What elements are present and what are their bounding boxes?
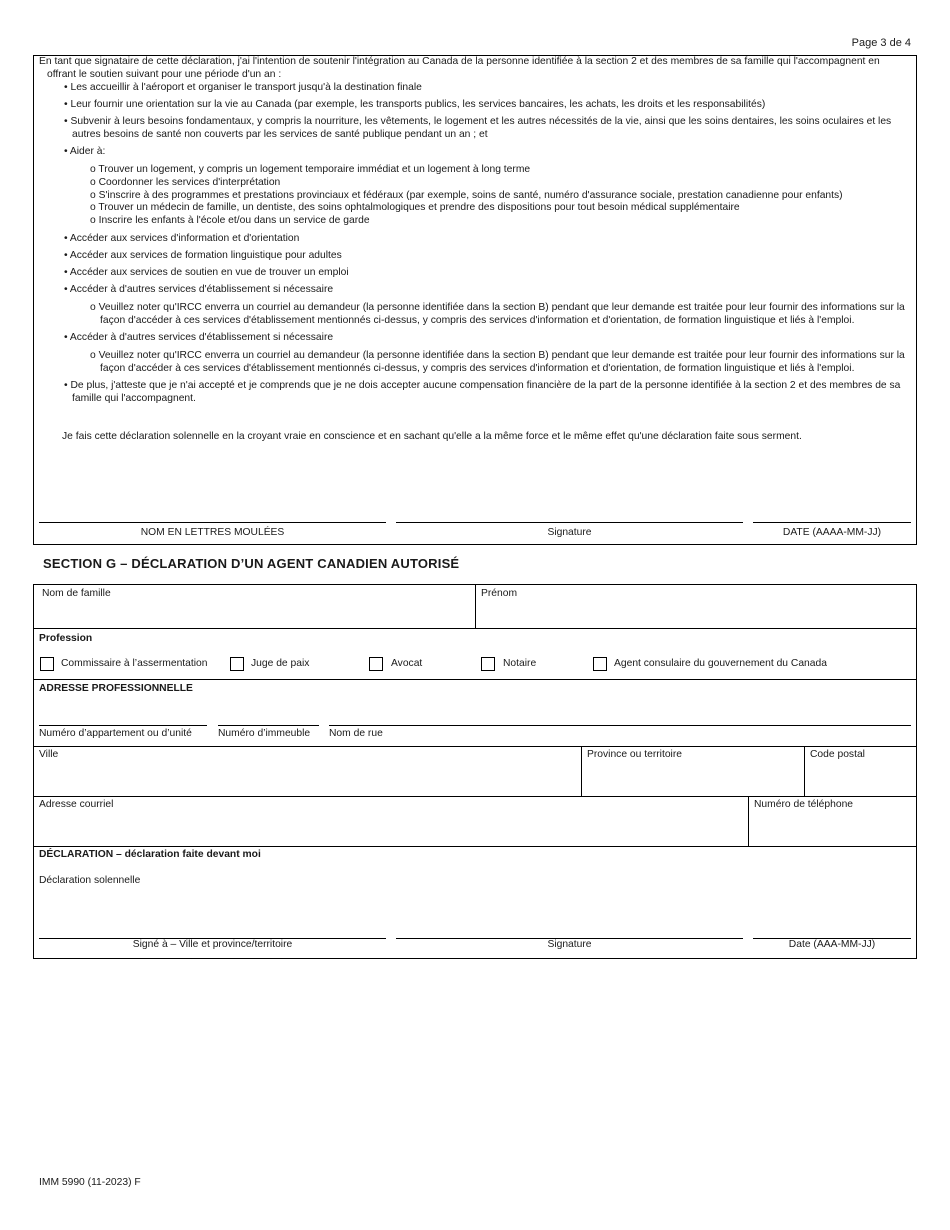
list-item: • Accéder à d'autres services d'établissement si nécessaire o Veuillez noter qu'IRCC enverra un courriel au demandeur (la personne identifiée dans la section B) pendant que leur demande est traitée pour leur fournir des informations sur la façon d'accéder à ces services d'établissement mentionnés ci-dessus, y compris des services d'information et d'orientation, de formation linguistique et liés à l'emploi. (64, 332, 910, 375)
lawyer-checkbox[interactable] (369, 657, 383, 671)
street-name-label: Nom de rue (329, 728, 383, 739)
given-name-label: Prénom (481, 588, 518, 599)
justice-of-peace-checkbox[interactable] (230, 657, 244, 671)
list-item: • Les accueillir à l'aéroport et organiser le transport jusqu'à la destination finale (64, 81, 422, 93)
list-item: • Accéder à d'autres services d'établissement si nécessaire o Veuillez noter qu'IRCC enverra un courriel au demandeur (la personne identifiée dans la section B) pendant que leur demande est traitée pour leur fournir des informations sur la façon d'accéder à ces services d'établissement mentionnés ci-dessus, y compris des services d'information et d'orientation, de formation linguistique et liés à l'emploi. (64, 284, 910, 327)
sub-list-item: o Veuillez noter qu'IRCC enverra un courriel au demandeur (la personne identifiée dans la section B) pendant que leur demande est traitée pour leur fournir des informations sur la façon d'accéder à ces services d'établissement mentionnés ci-dessus, y compris des services d'information et d'orientation, de formation linguistique et liés à l'emploi. (90, 302, 905, 327)
note-sublist (72, 302, 910, 328)
sub-list-item: o Coordonner les services d'interprétation (90, 176, 281, 188)
profession-row (33, 629, 917, 680)
declaration-intro: En tant que signataire de cette déclaration, j'ai l'intention de soutenir l'intégration au Canada de la personne identifiée à la section 2 et des membres de sa famille qui l'accompagnent en offrant le soutien suivant pour une période d'un an : (39, 56, 880, 80)
list-item: • Accéder aux services de formation linguistique pour adultes (64, 249, 342, 261)
email-field[interactable] (34, 797, 747, 846)
profession-label: Profession (39, 633, 93, 644)
sub-list-item: o Trouver un logement, y compris un logement temporaire immédiat et un logement à long terme (90, 164, 531, 176)
postal-code-label: Code postal (810, 749, 865, 760)
family-name-label: Nom de famille (42, 588, 111, 599)
agent-declaration-row (33, 847, 917, 959)
given-name-field[interactable] (476, 585, 916, 629)
justice-of-peace-label: Juge de paix (251, 658, 310, 669)
consular-agent-checkbox[interactable] (593, 657, 607, 671)
printed-name-label: NOM EN LETTRES MOULÉES (140, 527, 285, 538)
apartment-field[interactable] (39, 725, 207, 726)
signature-line[interactable] (396, 522, 743, 523)
section-g-title: SECTION G – DÉCLARATION D’UN AGENT CANADIEN AUTORISÉ (43, 556, 460, 571)
business-address-title: ADRESSE PROFESSIONNELLE (39, 683, 193, 694)
notary-checkbox[interactable] (481, 657, 495, 671)
note-sublist (72, 350, 910, 376)
phone-label: Numéro de téléphone (754, 799, 854, 810)
list-item: • Subvenir à leurs besoins fondamentaux, y compris la nourriture, les vêtements, le logement et les autres nécessités de la vie, ainsi que les soins dentaires, les soins oculaires et les autres besoins de santé non couverts par les services de santé publique pendant un an ; et (64, 116, 892, 140)
agent-signature-label: Signature (547, 939, 592, 950)
agent-date-label: Date (AAA-MM-JJ) (788, 939, 876, 950)
building-number-field[interactable] (218, 725, 319, 726)
city-row (33, 747, 917, 797)
family-name-field[interactable] (34, 585, 474, 629)
list-item: • Accéder aux services de soutien en vue de trouver un emploi (64, 267, 349, 279)
consular-agent-label: Agent consulaire du gouvernement du Canada (614, 658, 827, 669)
help-sublist (72, 164, 910, 228)
page-number: Page 3 de 4 (851, 37, 911, 49)
signature-label: Signature (547, 527, 592, 538)
name-row (33, 584, 917, 629)
sponsor-declaration-box (33, 55, 917, 545)
sub-list-item: o S'inscrire à des programmes et prestations provinciaux et fédéraux (par exemple, soins de santé, numéro d'assurance sociale, prestation canadienne pour enfants) (90, 189, 843, 201)
city-field[interactable] (34, 747, 580, 796)
street-name-field[interactable] (329, 725, 911, 726)
agent-declaration-title: DÉCLARATION – déclaration faite devant moi (39, 849, 261, 860)
solemn-declaration-text: Je fais cette déclaration solennelle en la croyant vraie en conscience et en sachant qu'elle a la même force et le même effet qu'une déclaration faite sous serment. (62, 430, 802, 442)
sub-list-item: o Trouver un médecin de famille, un dentiste, des soins ophtalmologiques et prendre des dispositions pour tout besoin médical supplémentaire (90, 202, 740, 214)
sub-list-item: o Veuillez noter qu'IRCC enverra un courriel au demandeur (la personne identifiée dans la section B) pendant que leur demande est traitée pour leur fournir des informations sur la façon d'accéder à ces services d'établissement mentionnés ci-dessus, y compris des services d'information et d'orientation, de formation linguistique et liés à l'emploi. (90, 350, 905, 374)
sub-list-item: o Inscrire les enfants à l'école et/ou dans un service de garde (90, 215, 370, 227)
building-number-label: Numéro d’immeuble (218, 728, 311, 739)
contact-row (33, 797, 917, 847)
printed-name-line[interactable] (39, 522, 386, 523)
province-field[interactable] (582, 747, 803, 796)
commissioner-checkbox[interactable] (40, 657, 54, 671)
apartment-label: Numéro d’appartement ou d’unité (39, 728, 192, 739)
list-item: • Leur fournir une orientation sur la vie au Canada (par exemple, les transports publics, les services bancaires, les achats, les droits et les responsabilités) (64, 98, 766, 110)
email-label: Adresse courriel (39, 799, 114, 810)
signed-at-label: Signé à – Ville et province/territoire (132, 939, 293, 950)
date-label: DATE (AAAA-MM-JJ) (782, 527, 882, 538)
form-code: IMM 5990 (11-2023) F (39, 1177, 141, 1188)
list-item: • Accéder aux services d'information et d'orientation (64, 232, 300, 244)
notary-label: Notaire (503, 658, 537, 669)
solemn-declaration-label: Déclaration solennelle (39, 875, 141, 886)
list-item: • De plus, j'atteste que je n'ai accepté et je comprends que je ne dois accepter aucune compensation financière de la part de la personne identifiée à la section 2 et des membres de sa famille qui l'accompagnent. (64, 380, 901, 405)
postal-code-field[interactable] (805, 747, 916, 796)
city-label: Ville (39, 749, 59, 760)
support-list (39, 82, 910, 406)
commissioner-label: Commissaire à l’assermentation (61, 658, 208, 669)
phone-field[interactable] (749, 797, 916, 846)
province-label: Province ou territoire (587, 749, 682, 760)
declaration-text (39, 56, 910, 444)
date-line[interactable] (753, 522, 911, 523)
lawyer-label: Avocat (391, 658, 423, 669)
business-address-row (33, 680, 917, 747)
list-item: • Aider à: o Trouver un logement, y compris un logement temporaire immédiat et un logement à long terme o Coordonner les services d'interprétation o S'inscrire à des programmes et prestations provinciaux et fédéraux (par exemple, soins de santé, numéro d'assurance sociale, prestation canadienne pour enfants) o Trouver un médecin de famille, un dentiste, des soins ophtalmologiques et prendre des dispositions pour tout besoin médical supplémentaire o Inscrire les enfants à l'école et/ou dans un service de garde (64, 146, 910, 228)
